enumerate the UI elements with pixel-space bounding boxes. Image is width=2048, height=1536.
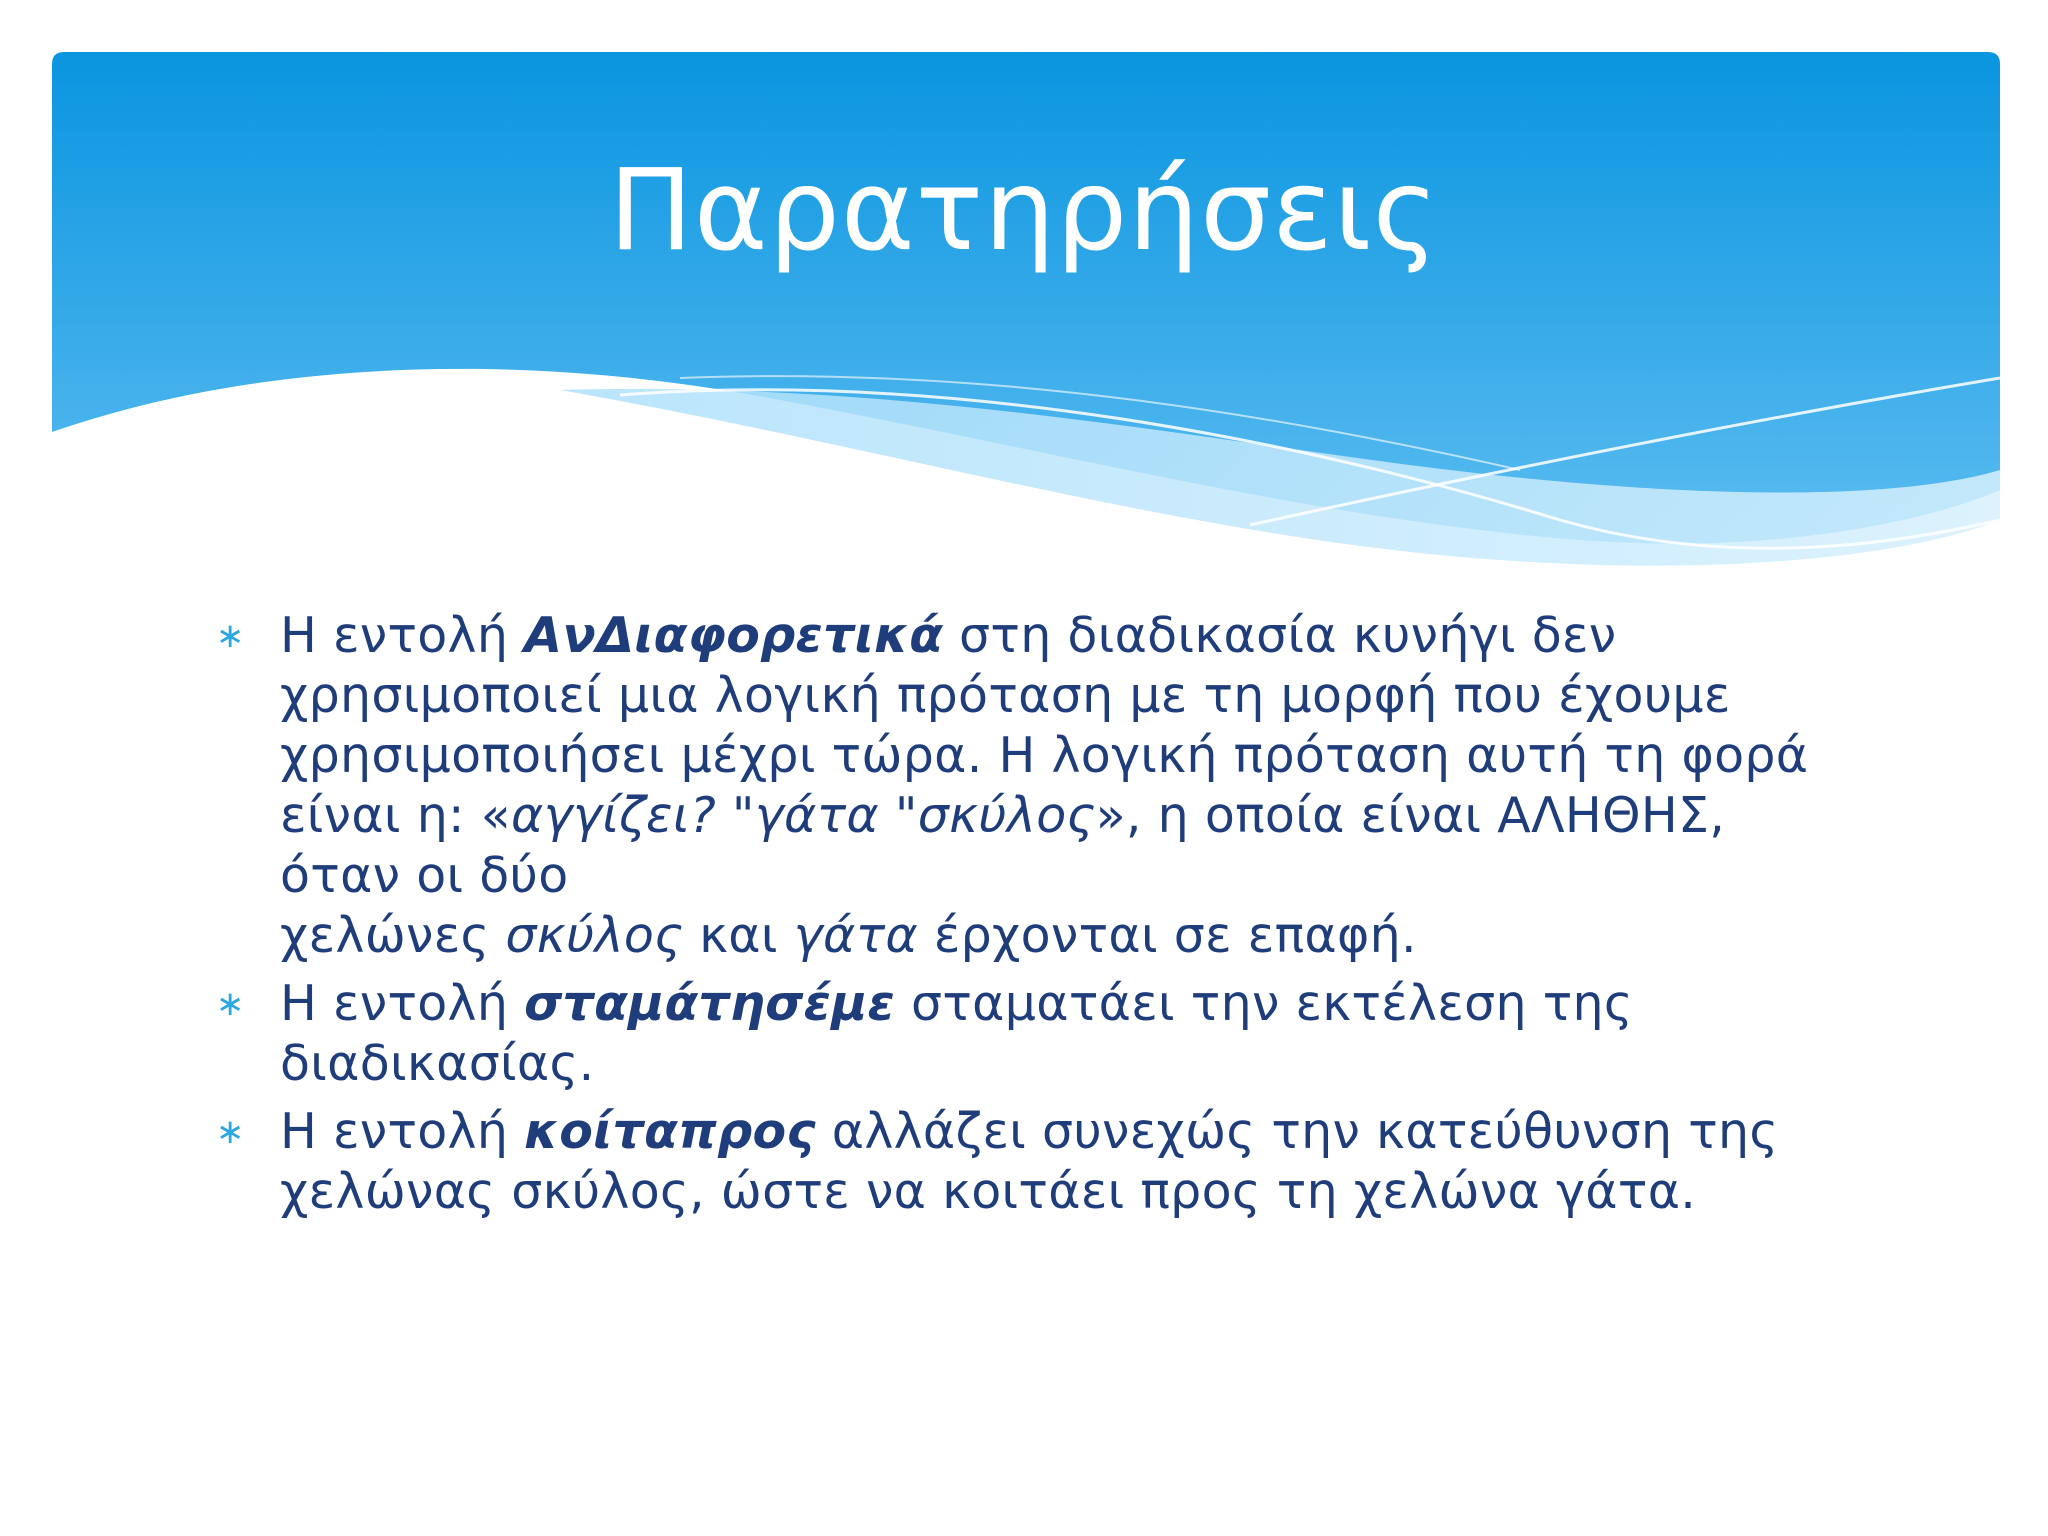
condition-italic: αγγίζει? "γάτα "σκύλος [511,787,1096,844]
bullet-asterisk-icon: ∗ [216,616,245,656]
turtle-name-dog: σκύλος [505,907,684,964]
bullet-prefix: Η εντολή [280,975,525,1032]
bullet-prefix: Η εντολή [280,607,525,664]
keyword-stamatiseme: σταμάτησέμε [524,975,896,1032]
turtle-name-cat: γάτα [793,907,918,964]
bullet-item-koitapros [216,1102,1816,1222]
bullet-list [216,606,1816,1230]
header-wave-background [0,0,2048,600]
bullet-text: έρχονται σε επαφή. [917,907,1417,964]
bullet-line [280,906,1816,966]
bullet-asterisk-icon: ∗ [216,1112,245,1152]
bullet-text: σταματάει την εκτέλεση της διαδικασίας. [280,975,1633,1092]
bullet-item-andiaforetika [216,606,1816,966]
bullet-text: », η οποία είναι ΑΛΗΘΗΣ, όταν οι δύο [280,787,1726,904]
bullet-text: στη διαδικασία κυνήγι δεν χρησιμοποιεί μια λογική πρόταση με τη μορφή που έχουμε χρησιμοποιήσει μέχρι τώρα. Η λογική πρόταση αυτή τη φορά είναι η: « [280,607,1809,844]
bullet-text: χελώνες [280,907,506,964]
bullet-item-stamatiseme [216,974,1816,1094]
bullet-prefix: Η εντολή [280,1103,525,1160]
slide-title: Παρατηρήσεις [608,146,1440,276]
keyword-andiaforetika: ΑνΔιαφορετικά [524,607,944,664]
bullet-asterisk-icon: ∗ [216,984,245,1024]
bullet-text: αλλάζει συνεχώς την κατεύθυνση της χελώνας σκύλος, ώστε να κοιτάει προς τη χελώνα γάτα. [280,1103,1779,1220]
keyword-koitapros: κοίταπρος [524,1103,816,1160]
bullet-text: και [683,907,794,964]
